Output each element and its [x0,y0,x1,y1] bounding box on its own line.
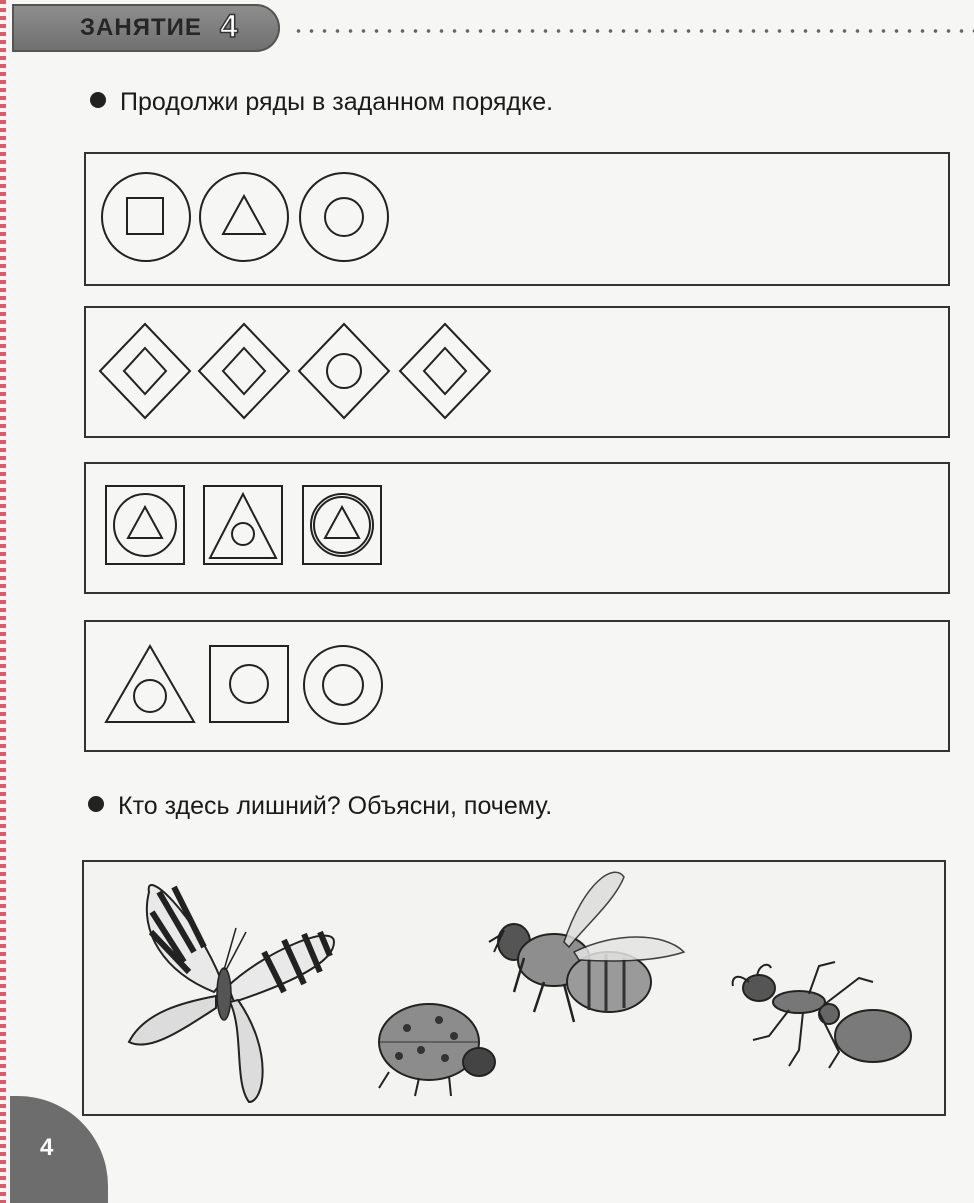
triangle-frame-shape [106,646,194,722]
triangle-shape [210,494,276,558]
page-number: 4 [40,1134,54,1161]
circle-frame-shape [200,173,288,261]
butterfly-icon [129,885,334,1102]
instruction-text: Кто здесь лишний? Объясни, почему. [118,792,553,820]
pattern-row-1-shapes [86,154,948,284]
circle-shape [114,494,176,556]
square-frame-shape [204,486,282,564]
circle-shape [325,198,363,236]
pattern-row-2-shapes [86,308,948,436]
bullet-icon [90,92,106,108]
diamond-frame-shape [400,324,490,418]
square-frame-shape [106,486,184,564]
task-sequence-instruction [90,88,553,117]
bee-icon [489,872,684,1022]
square-shape [127,198,163,234]
pattern-row-2 [84,306,950,438]
triangle-shape [223,196,265,234]
diamond-shape [424,348,466,394]
triangle-shape [325,507,359,538]
circle-shape [134,680,166,712]
circle-shape [232,523,254,545]
pattern-row-4 [84,620,950,752]
dotted-divider [292,29,974,33]
diamond-shape [124,348,166,394]
lesson-number: 4 [220,8,238,44]
insects-panel [82,860,946,1116]
square-frame-shape [210,646,288,722]
perforated-edge [0,0,6,1203]
circle-shape [311,494,373,556]
pattern-row-1 [84,152,950,286]
circle-frame-shape [300,173,388,261]
circle-shape [230,665,268,703]
circle-frame-shape [102,173,190,261]
ladybug-icon [379,1004,495,1096]
insects-illustration [84,862,944,1114]
diamond-frame-shape [299,324,389,418]
circle-shape [327,354,361,388]
ant-icon [733,962,911,1068]
pattern-row-4-shapes [86,622,948,750]
pattern-row-3-shapes [86,464,948,592]
diamond-frame-shape [100,324,190,418]
task-odd-one-instruction [88,792,552,821]
circle-frame-shape [304,646,382,724]
bullet-icon [88,796,104,812]
diamond-frame-shape [199,324,289,418]
triangle-shape [128,507,162,538]
instruction-text: Продолжи ряды в заданном порядке. [120,88,554,116]
pattern-row-3 [84,462,950,594]
lesson-title: ЗАНЯТИЕ [80,14,202,41]
circle-shape [323,665,363,705]
diamond-shape [223,348,265,394]
